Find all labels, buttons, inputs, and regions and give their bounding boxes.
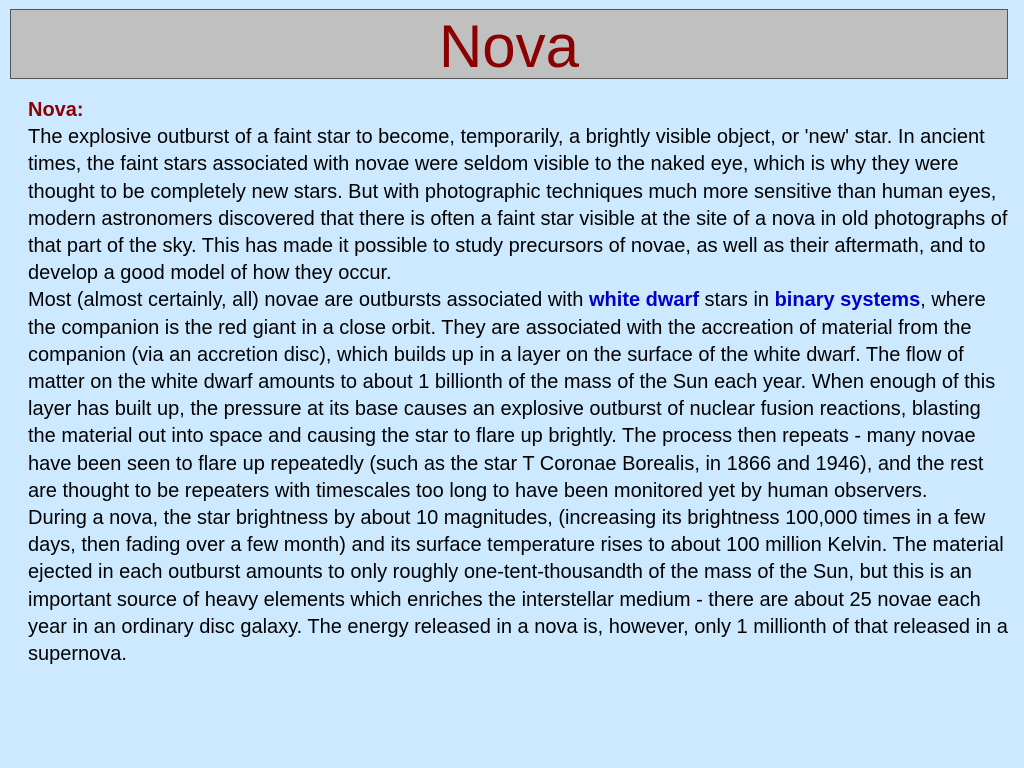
binary-systems-link[interactable]: binary systems [774, 289, 921, 312]
section-heading: Nova: [28, 99, 84, 121]
paragraph-mechanism-text-1: Most (almost certainly, all) novae are outbursts associated with [28, 289, 589, 312]
paragraph-mechanism-text-2: stars in [699, 289, 775, 312]
paragraph-mechanism-text-3: , where the companion is the red giant in a close orbit. They are associated with the accreation of material from the companion (via an accretion disc), which builds up in a layer on the surface of the white dwarf. The flow of matter on the white dwarf amounts to about 1 billionth of the mass of the Sun each year. When enough of this layer has built up, the pressure at its base causes an explosive outburst of nuclear fusion reactions, blasting the material out into space and causing the star to flare up brightly. The process then repeats - many novae have been seen to flare up repeatedly (such as the star T Coronae Borealis, in 1866 and 1946), and the rest are thought to be repeaters with timescales too long to have been monitored yet by human observers. [28, 289, 996, 502]
title-banner [10, 9, 1008, 79]
white-dwarf-link[interactable]: white dwarf [588, 289, 699, 312]
content-body [28, 97, 1008, 668]
page-title: Nova [438, 13, 580, 80]
paragraph-definition: The explosive outburst of a faint star to become, temporarily, a brightly visible object, or 'new' star. In ancient times, the faint stars associated with novae were seldom visible to the naked eye, which is why they were thought to be completely new stars. But with photographic techniques much more sensitive than human eyes, modern astronomers discovered that there is often a faint star visible at the site of a nova in old photographs of that part of the sky. This has made it possible to study precursors of novae, as well as their aftermath, and to develop a good model of how they occur. [28, 126, 1008, 285]
paragraph-brightness: During a nova, the star brightness by about 10 magnitudes, (increasing its brightness 100,000 times in a few days, then fading over a few month) and its surface temperature rises to about 100 million Kelvin. The material ejected in each outburst amounts to only roughly one-tent-thousandth of the mass of the Sun, but this is an important source of heavy elements which enriches the interstellar medium - there are about 25 novae each year in an ordinary disc galaxy. The energy released in a nova is, however, only 1 millionth of that released in a supernova. [28, 507, 1008, 666]
paragraph-mechanism [28, 287, 1008, 505]
